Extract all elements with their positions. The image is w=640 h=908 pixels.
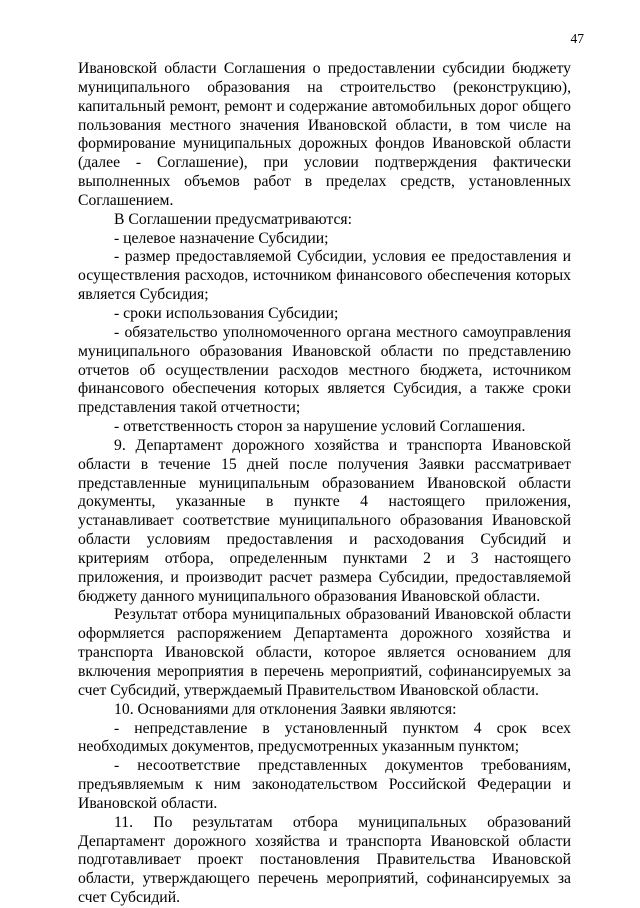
paragraph: В Соглашении предусматриваются: bbox=[114, 210, 352, 228]
paragraph: - сроки использования Субсидии; bbox=[114, 304, 339, 322]
paragraph: 10. Основаниями для отклонения Заявки являются: bbox=[114, 700, 457, 718]
paragraph: - размер предоставляемой Субсидии, условия ее предоставления и осуществления расходов, источником финансового обеспечения которых является Субсидия; bbox=[78, 248, 571, 304]
paragraph: Результат отбора муниципальных образований Ивановской области оформляется распоряжением Департамента дорожного хозяйства и транспорта Ивановской области, которое является основанием для включения мероприятия в перечень мероприятий, софинансируемых за счет Субсидий, утверждаемый Правительством Ивановской области. bbox=[78, 606, 571, 699]
paragraph: 11. По результатам отбора муниципальных образований Департамент дорожного хозяйства и транспорта Ивановской области подготавливает проект постановления Правительства Ивановской области, утверждающего перечень мероприятий, софинансируемых за счет Субсидий. bbox=[78, 813, 571, 907]
paragraph: Ивановской области Соглашения о предоставлении субсидии бюджету муниципального образования на строительство (реконструкцию), капитальный ремонт, ремонт и содержание автомобильных дорог общего пользования местного значения Ивановской области, в том числе на формирование муниципальных дорожных фондов Ивановской области (далее - Соглашение), при условии подтверждения фактически выполненных объемов работ в пределах средств, установленных Соглашением. bbox=[78, 60, 571, 209]
paragraph: - обязательство уполномоченного органа местного самоуправления муниципального образования Ивановской области по представлению отчетов об осуществлении расходов местного бюджета, источником финансового обеспечения которых является Субсидия, а также сроки представления такой отчетности; bbox=[78, 323, 571, 417]
paragraph: - непредставление в установленный пунктом 4 срок всех необходимых документов, предусмотренных указанным пунктом; bbox=[78, 719, 571, 756]
paragraph: - несоответствие представленных документов требованиям, предъявляемым к ним законодательством Российской Федерации и Ивановской области. bbox=[78, 757, 571, 812]
page-number: 47 bbox=[570, 31, 584, 46]
document-body bbox=[78, 60, 571, 908]
paragraph: 9. Департамент дорожного хозяйства и транспорта Ивановской области в течение 15 дней после получения Заявки рассматривает представленные муниципальным образованием Ивановской области документы, указанные в пункте 4 настоящего приложения, устанавливает соответствие муниципального образования Ивановской области условиям предоставления и расходования Субсидий и критериям отбора, определенным пунктами 2 и 3 настоящего приложения, и производит расчет размера Субсидии, предоставляемой бюджету данного муниципального образования Ивановской области. bbox=[78, 436, 571, 605]
paragraph: - целевое назначение Субсидии; bbox=[114, 229, 329, 247]
paragraph: - ответственность сторон за нарушение условий Соглашения. bbox=[114, 418, 526, 436]
